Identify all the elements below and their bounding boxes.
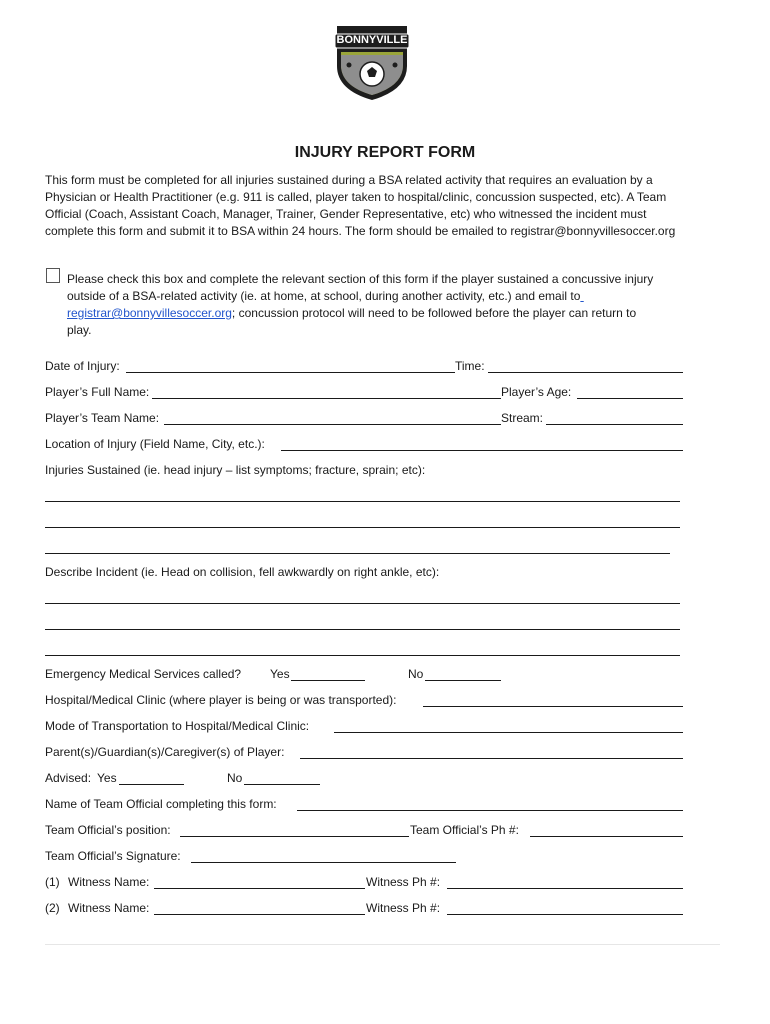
witness-1-phone-label: Witness Ph #:	[366, 875, 441, 889]
concussion-text: outside of a BSA-related activity (ie. at home, at school, during another activity, etc.) and email to	[67, 289, 581, 303]
stream-field[interactable]	[546, 424, 683, 425]
witness-2-phone-label: Witness Ph #:	[366, 901, 441, 915]
witness-2-name-field[interactable]	[154, 914, 365, 915]
player-age-label: Player’s Age:	[501, 385, 572, 399]
official-signature-label: Team Official’s Signature:	[45, 849, 181, 863]
advised-label: Advised:	[45, 771, 92, 785]
official-position-label: Team Official’s position:	[45, 823, 171, 837]
parents-field[interactable]	[300, 758, 683, 759]
describe-field-line[interactable]	[45, 629, 680, 630]
concussion-checkbox[interactable]	[46, 268, 60, 283]
official-phone-label: Team Official’s Ph #:	[410, 823, 519, 837]
registrar-email-link[interactable]: registrar@bonnyvillesoccer.org	[67, 306, 232, 320]
location-label: Location of Injury (Field Name, City, etc.):	[45, 437, 265, 451]
describe-label: Describe Incident (ie. Head on collision, fell awkwardly on right ankle, etc):	[45, 565, 440, 579]
witness-2-phone-field[interactable]	[447, 914, 683, 915]
stream-label: Stream:	[501, 411, 544, 425]
describe-field-line[interactable]	[45, 655, 680, 656]
hospital-field[interactable]	[423, 706, 683, 707]
witness-1-number: (1)	[45, 875, 60, 889]
advised-yes-field[interactable]	[119, 784, 184, 785]
ems-no-label: No	[408, 667, 424, 681]
official-phone-field[interactable]	[530, 836, 683, 837]
concussion-line	[67, 305, 727, 322]
advised-no-label: No	[227, 771, 243, 785]
player-name-label: Player’s Full Name:	[45, 385, 150, 399]
concussion-text: ; concussion protocol will need to be followed before the player can return to	[231, 306, 637, 320]
witness-1-phone-field[interactable]	[447, 888, 683, 889]
location-field[interactable]	[281, 450, 683, 451]
player-name-field[interactable]	[152, 398, 501, 399]
parents-label: Parent(s)/Guardian(s)/Caregiver(s) of Player:	[45, 745, 285, 759]
advised-yes-label: Yes	[97, 771, 117, 785]
concussion-line	[67, 288, 727, 305]
injuries-field-line[interactable]	[45, 527, 680, 528]
footer-divider	[45, 944, 720, 945]
ems-label: Emergency Medical Services called?	[45, 667, 242, 681]
ems-yes-field[interactable]	[291, 680, 365, 681]
witness-1-name-label: Witness Name:	[68, 875, 150, 889]
advised-no-field[interactable]	[244, 784, 320, 785]
intro-line: This form must be completed for all injuries sustained during a BSA related activity that requires an evaluation by a	[45, 173, 653, 187]
date-of-injury-field[interactable]	[126, 372, 455, 373]
injuries-field-line[interactable]	[45, 501, 680, 502]
time-label: Time:	[455, 359, 485, 373]
transport-label: Mode of Transportation to Hospital/Medical Clinic:	[45, 719, 310, 733]
transport-field[interactable]	[334, 732, 683, 733]
team-name-field[interactable]	[164, 424, 501, 425]
official-position-field[interactable]	[180, 836, 409, 837]
official-name-field[interactable]	[297, 810, 683, 811]
intro-line: Physician or Health Practitioner (e.g. 911 is called, player taken to hospital/clinic, concussion suspected, etc). A Team	[45, 190, 667, 204]
team-name-label: Player’s Team Name:	[45, 411, 160, 425]
logo-wordmark: BONNYVILLE	[336, 34, 408, 46]
witness-2-name-label: Witness Name:	[68, 901, 150, 915]
concussion-line: play.	[67, 323, 92, 337]
injuries-label: Injuries Sustained (ie. head injury – list symptoms; fracture, sprain; etc):	[45, 463, 426, 477]
time-field[interactable]	[488, 372, 683, 373]
intro-line: Official (Coach, Assistant Coach, Manager, Trainer, Gender Representative, etc) who witnessed the incident must	[45, 207, 647, 221]
concussion-line: Please check this box and complete the relevant section of this form if the player sustained a concussive injury	[67, 272, 654, 286]
witness-1-name-field[interactable]	[154, 888, 365, 889]
ems-yes-label: Yes	[270, 667, 290, 681]
bonnyville-soccer-logo	[333, 20, 411, 102]
witness-2-number: (2)	[45, 901, 60, 915]
ems-no-field[interactable]	[425, 680, 501, 681]
intro-line: complete this form and submit it to BSA within 24 hours. The form should be emailed to registrar@bonnyvillesoccer.org	[45, 224, 676, 238]
concussion-note	[67, 271, 727, 339]
player-age-field[interactable]	[577, 398, 683, 399]
page-title: INJURY REPORT FORM	[294, 144, 476, 161]
hospital-label: Hospital/Medical Clinic (where player is being or was transported):	[45, 693, 397, 707]
official-signature-field[interactable]	[191, 862, 456, 863]
describe-field-line[interactable]	[45, 603, 680, 604]
injuries-field-line[interactable]	[45, 553, 670, 554]
intro-paragraph	[45, 172, 735, 240]
official-name-label: Name of Team Official completing this form:	[45, 797, 277, 811]
date-of-injury-label: Date of Injury:	[45, 359, 120, 373]
